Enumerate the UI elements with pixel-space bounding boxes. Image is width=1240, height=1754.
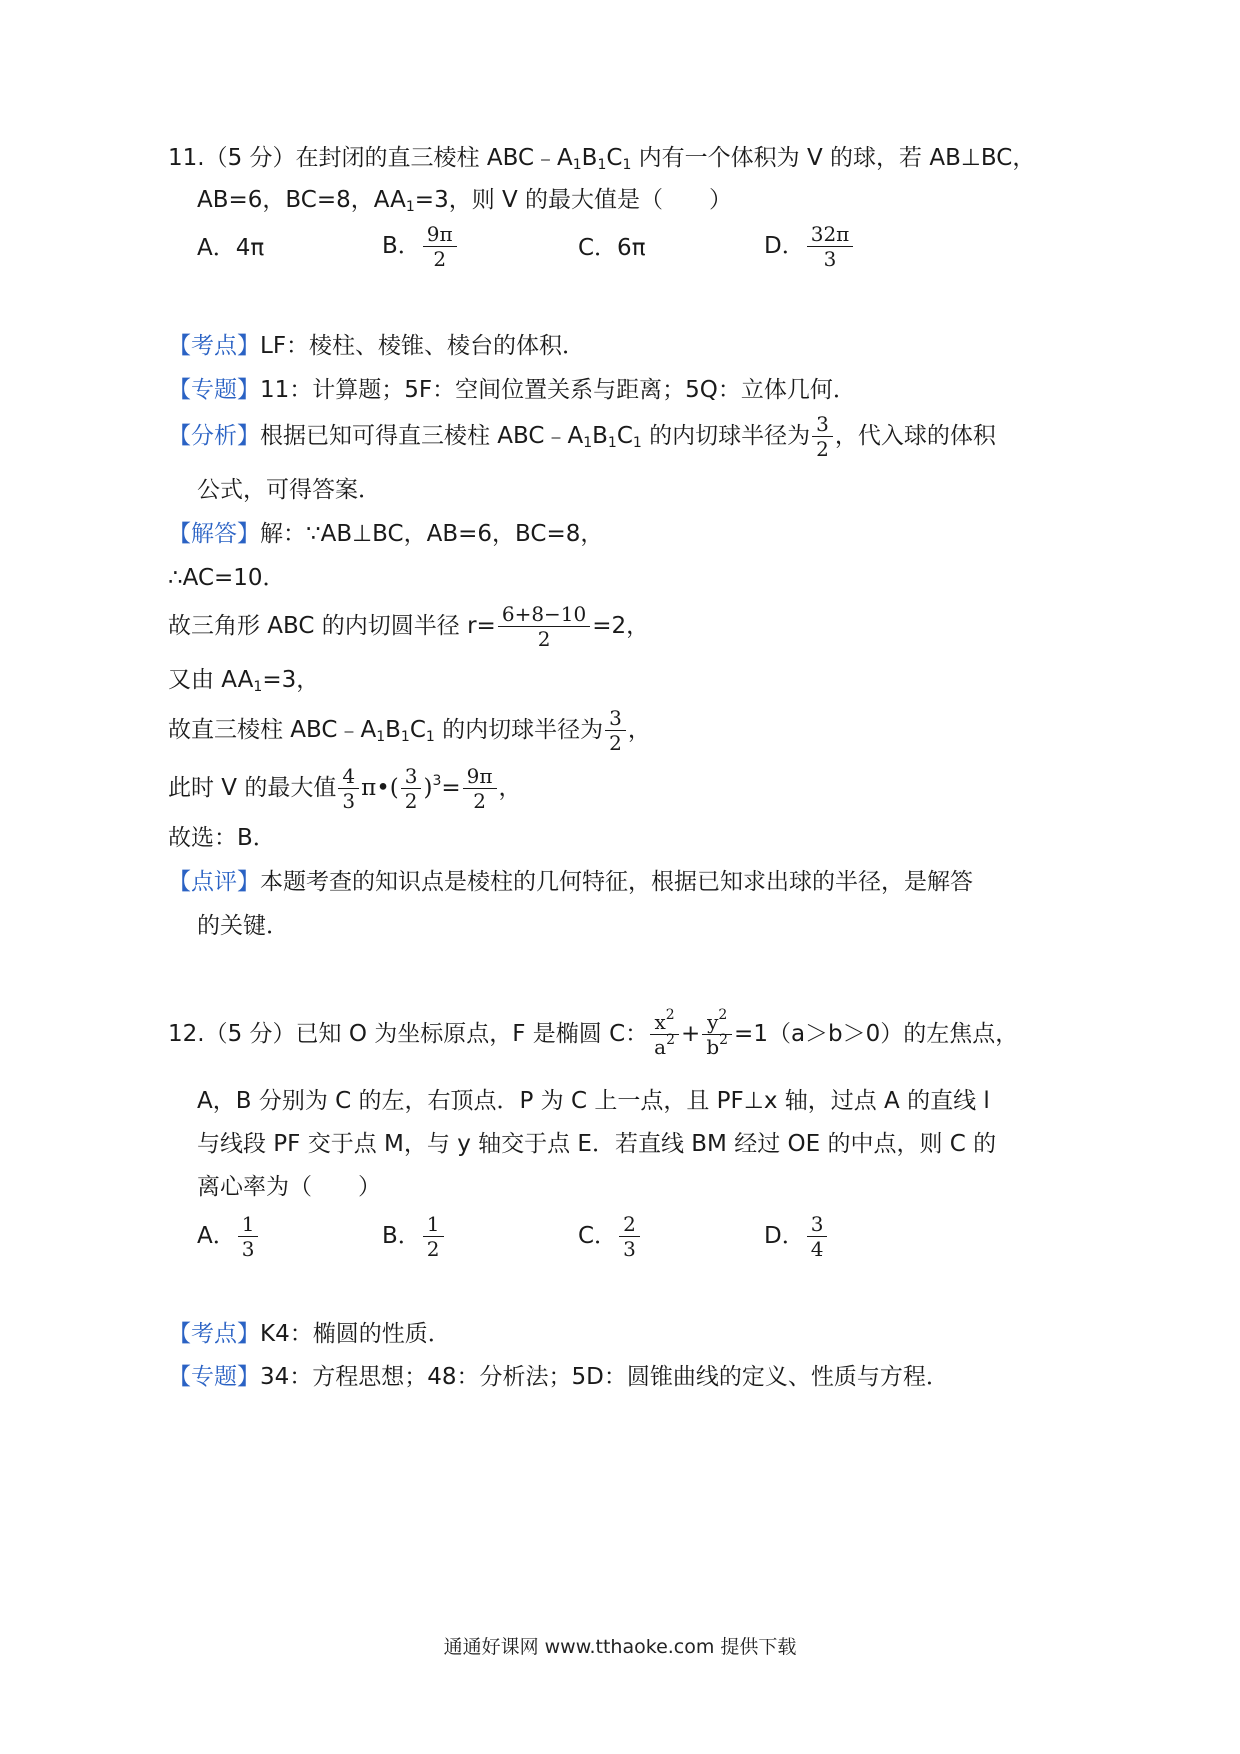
q11-zhuanti: 【专题】11：计算题；5F：空间位置关系与距离；5Q：立体几何．: [168, 377, 856, 403]
q11-kaodian: 【考点】LF：棱柱、棱锥、棱台的体积．: [168, 333, 586, 359]
page-footer: 通通好课网 www.tthaoke.com 提供下载: [443, 1636, 797, 1658]
q11-option-c: C．6π: [578, 235, 646, 261]
q11-fenxi-line-1: 【分析】根据已知可得直三棱柱 $ABC﹣A_1B_1C_1$ 的内切球半径为 $\frac{3}{2}$ ，代入球的体积: [168, 412, 996, 461]
q12-zhuanti: 【专题】34：方程思想；48：分析法；5D：圆锥曲线的定义、性质与方程．: [168, 1364, 949, 1390]
q11-dianping-line-2: 的关键．: [197, 913, 289, 939]
q11-stem-line-1: 11.（5 分）在封闭的直三棱柱 $ABC﹣A_1B_1C_1$ 内有一个体积为 V 的球，若 AB⊥BC，: [168, 145, 1036, 173]
nine-pi-halves-fraction: $\frac{9\pi}{2}$: [463, 766, 497, 811]
four-thirds-fraction: $\frac{4}{3}$: [338, 766, 359, 811]
q12-kaodian: 【考点】K4：椭圆的性质．: [168, 1321, 451, 1347]
q11-jieda-line-4: 又由 $AA_1=3$，: [168, 667, 320, 695]
q11-option-b-fraction: $\frac{9\pi}{2}$: [423, 224, 457, 269]
q11-option-d-fraction: $\frac{32\pi}{3}$: [807, 224, 854, 269]
dianping-tag: 【点评】: [168, 869, 260, 895]
q11-jieda-line-5: 故直三棱柱 $ABC﹣A_1B_1C_1$ 的内切球半径为 $\frac{3}{2}$ ，: [168, 706, 651, 755]
q11-stem-text: 11.（5 分）在封闭的直三棱柱 ABC﹣A: [168, 145, 573, 171]
q12-option-d: D． $\frac{3}{4}$: [764, 1214, 829, 1259]
ellipse-x-term: $\frac{x^2}{a^2}$: [650, 1012, 679, 1057]
jieda-tag: 【解答】: [168, 521, 260, 547]
q11-jieda-line-2: ∴AC=10．: [168, 565, 286, 591]
q12-option-c-fraction: $\frac{2}{3}$: [619, 1214, 640, 1259]
q11-jieda-line-1: 【解答】解：∵AB⊥BC，AB=6，BC=8，: [168, 521, 604, 547]
zhuanti-tag: 【专题】: [168, 377, 260, 403]
q12-option-c: C． $\frac{2}{3}$: [578, 1214, 642, 1259]
three-halves-fraction: $\frac{3}{2}$: [401, 766, 422, 811]
q11-dianping-line-1: 【点评】本题考查的知识点是棱柱的几何特征，根据已知求出球的半径，是解答: [168, 869, 973, 895]
q12-stem-line-3: 与线段 PF 交于点 M，与 y 轴交于点 E．若直线 BM 经过 OE 的中点，则 C 的: [197, 1131, 997, 1157]
radius-fraction: $\frac{3}{2}$: [812, 414, 833, 459]
q12-stem-line-2: A，B 分别为 C 的左，右顶点．P 为 C 上一点，且 PF⊥x 轴，过点 A 的直线 l: [197, 1088, 990, 1114]
q12-stem-line-1: 12.（5 分）已知 O 为坐标原点，F 是椭圆 C： $\frac{x^2}{a^2}$ + $\frac{y^2}{b^2}$ =1（a＞b＞0）的左焦点，: [168, 1007, 1019, 1059]
q11-fenxi-line-2: 公式，可得答案．: [197, 477, 381, 503]
q12-option-d-fraction: $\frac{3}{4}$: [807, 1214, 828, 1259]
q12-stem-line-4: 离心率为（ ）: [197, 1174, 381, 1200]
q11-option-d: D． $\frac{32\pi}{3}$: [764, 224, 855, 269]
q11-stem-line-2: AB=6，BC=8，$AA_1=3$，则 V 的最大值是（ ）: [197, 187, 733, 215]
q11-option-b: B． $\frac{9\pi}{2}$: [382, 224, 459, 269]
sphere-radius-fraction: $\frac{3}{2}$: [605, 708, 626, 753]
q12-option-b: B． $\frac{1}{2}$: [382, 1214, 446, 1259]
zhuanti-tag: 【专题】: [168, 1364, 260, 1390]
q11-jieda-line-7: 故选：B．: [168, 825, 276, 851]
q11-jieda-line-3: 故三角形 ABC 的内切圆半径 r= $\frac{6+8-10}{2}$ =2，: [168, 602, 650, 651]
ellipse-y-term: $\frac{y^2}{b^2}$: [702, 1012, 732, 1057]
kaodian-tag: 【考点】: [168, 333, 260, 359]
q12-option-a: A． $\frac{1}{3}$: [197, 1214, 260, 1259]
kaodian-tag: 【考点】: [168, 1321, 260, 1347]
q12-option-a-fraction: $\frac{1}{3}$: [238, 1214, 259, 1259]
fenxi-tag: 【分析】: [168, 423, 260, 449]
q12-option-b-fraction: $\frac{1}{2}$: [423, 1214, 444, 1259]
incircle-radius-fraction: $\frac{6+8-10}{2}$: [498, 604, 590, 649]
q11-option-a: A．4π: [197, 235, 265, 261]
q11-jieda-line-6: 此时 V 的最大值 $\frac{4}{3}$ π•( $\frac{3}{2}$ )$^3$= $\frac{9\pi}{2}$ ，: [168, 764, 522, 813]
